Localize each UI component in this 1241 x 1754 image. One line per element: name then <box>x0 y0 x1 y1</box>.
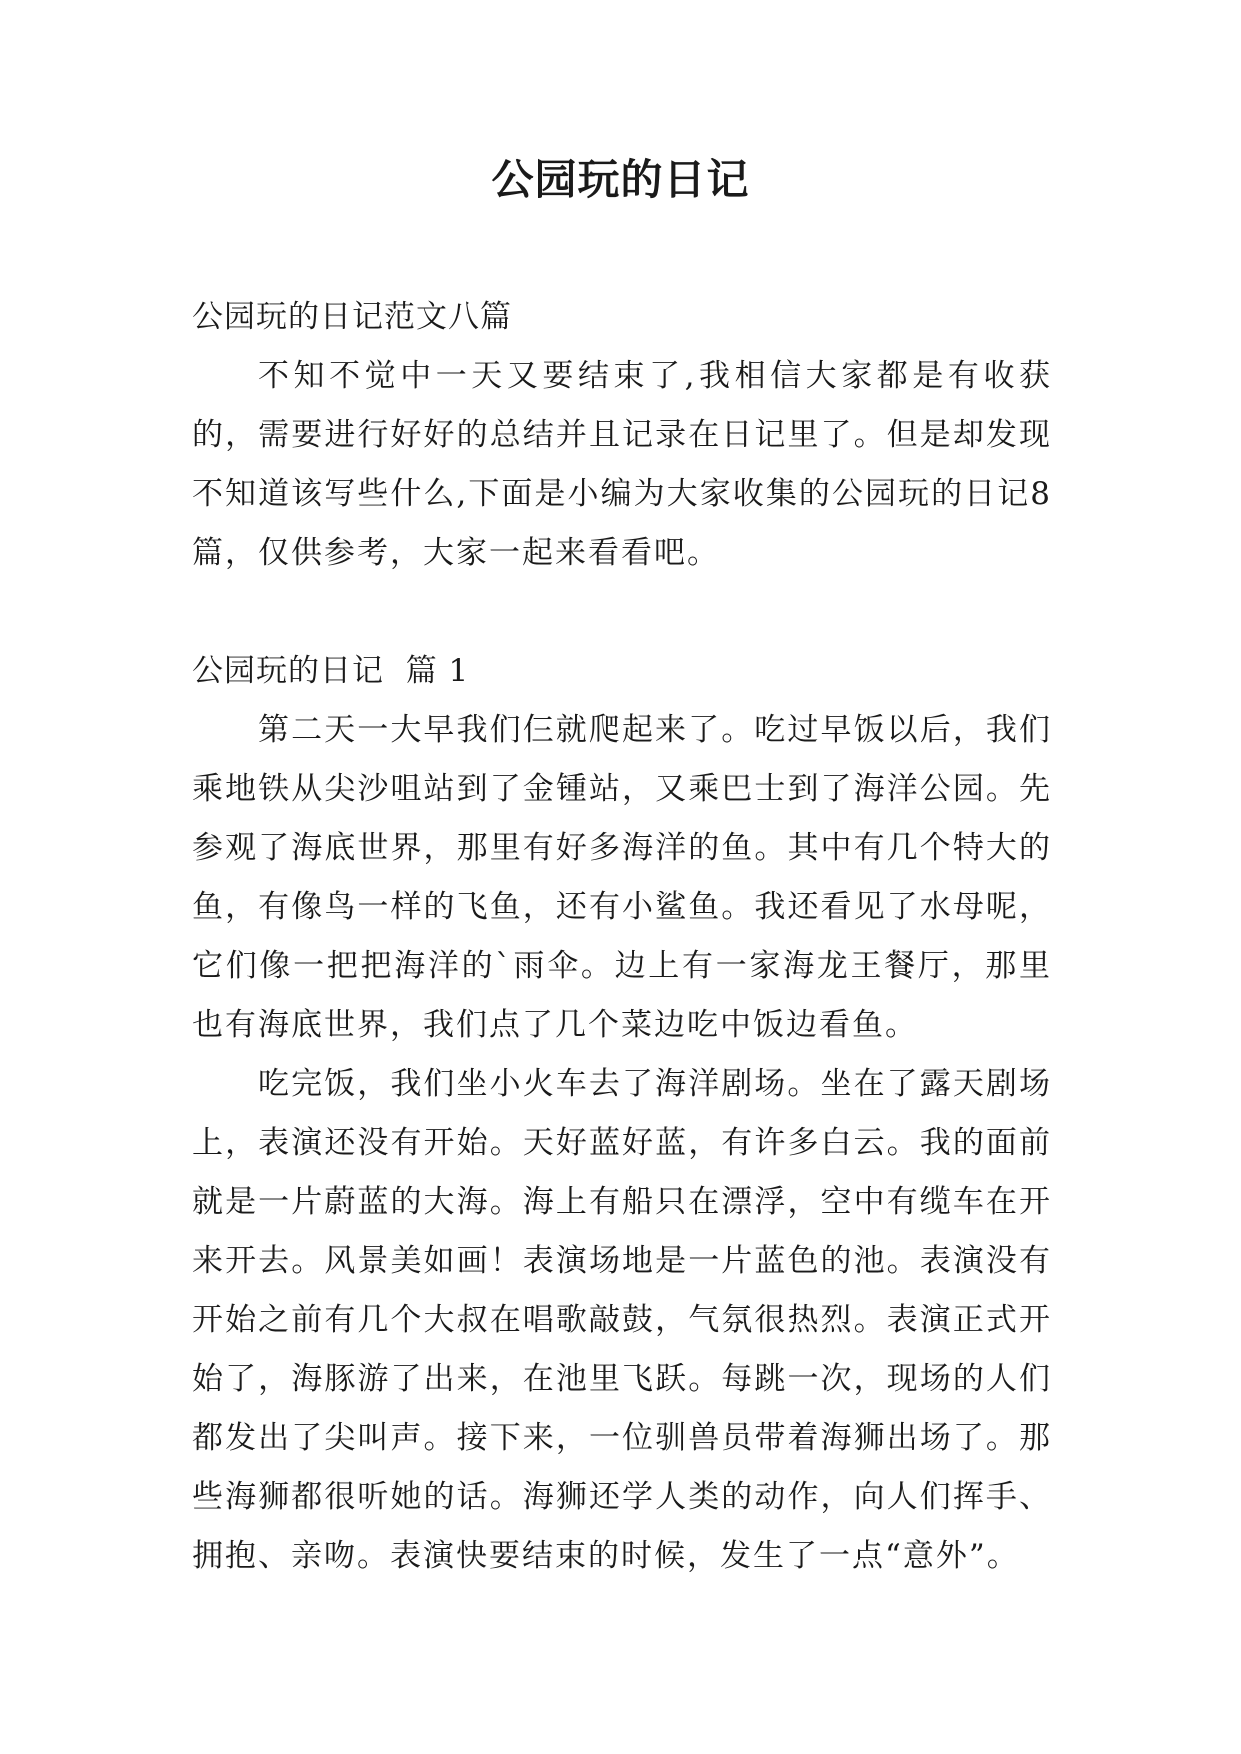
intro-paragraph: 不知不觉中一天又要结束了,我相信大家都是有收获的，需要进行好好的总结并且记录在日记里了。但是却发现不知道该写些什么,下面是小编为大家收集的公园玩的日记8篇，仅供参考，大家一起来看看吧。 <box>192 358 1052 571</box>
body-paragraph-2: 吃完饭，我们坐小火车去了海洋剧场。坐在了露天剧场上，表演还没有开始。天好蓝好蓝，有许多白云。我的面前就是一片蔚蓝的大海。海上有船只在漂浮，空中有缆车在开来开去。风景美如画！表演场地是一片蓝色的池。表演没有开始之前有几个大叔在唱歌敲鼓，气氛很热烈。表演正式开始了，海豚游了出来，在池里飞跃。每跳一次，现场的人们都发出了尖叫声。接下来，一位驯兽员带着海狮出场了。那些海狮都很听她的话。海狮还学人类的动作，向人们挥手、拥抱、亲吻。表演快要结束的时候，发生了一点“意外”。 <box>192 1066 1052 1574</box>
section-heading: 公园玩的日记 篇 1 <box>192 653 470 689</box>
document-body <box>192 288 1052 1586</box>
subtitle: 公园玩的日记范文八篇 <box>192 299 512 335</box>
page-title: 公园玩的日记 <box>491 155 750 204</box>
paragraph-spacer <box>192 583 1052 642</box>
body-paragraph-1: 第二天一大早我们仨就爬起来了。吃过早饭以后，我们乘地铁从尖沙咀站到了金锺站，又乘巴士到了海洋公园。先参观了海底世界，那里有好多海洋的鱼。其中有几个特大的鱼，有像鸟一样的飞鱼，还有小鲨鱼。我还看见了水母呢，它们像一把把海洋的`雨伞。边上有一家海龙王餐厅，那里也有海底世界，我们点了几个菜边吃中饭边看鱼。 <box>192 712 1052 1043</box>
